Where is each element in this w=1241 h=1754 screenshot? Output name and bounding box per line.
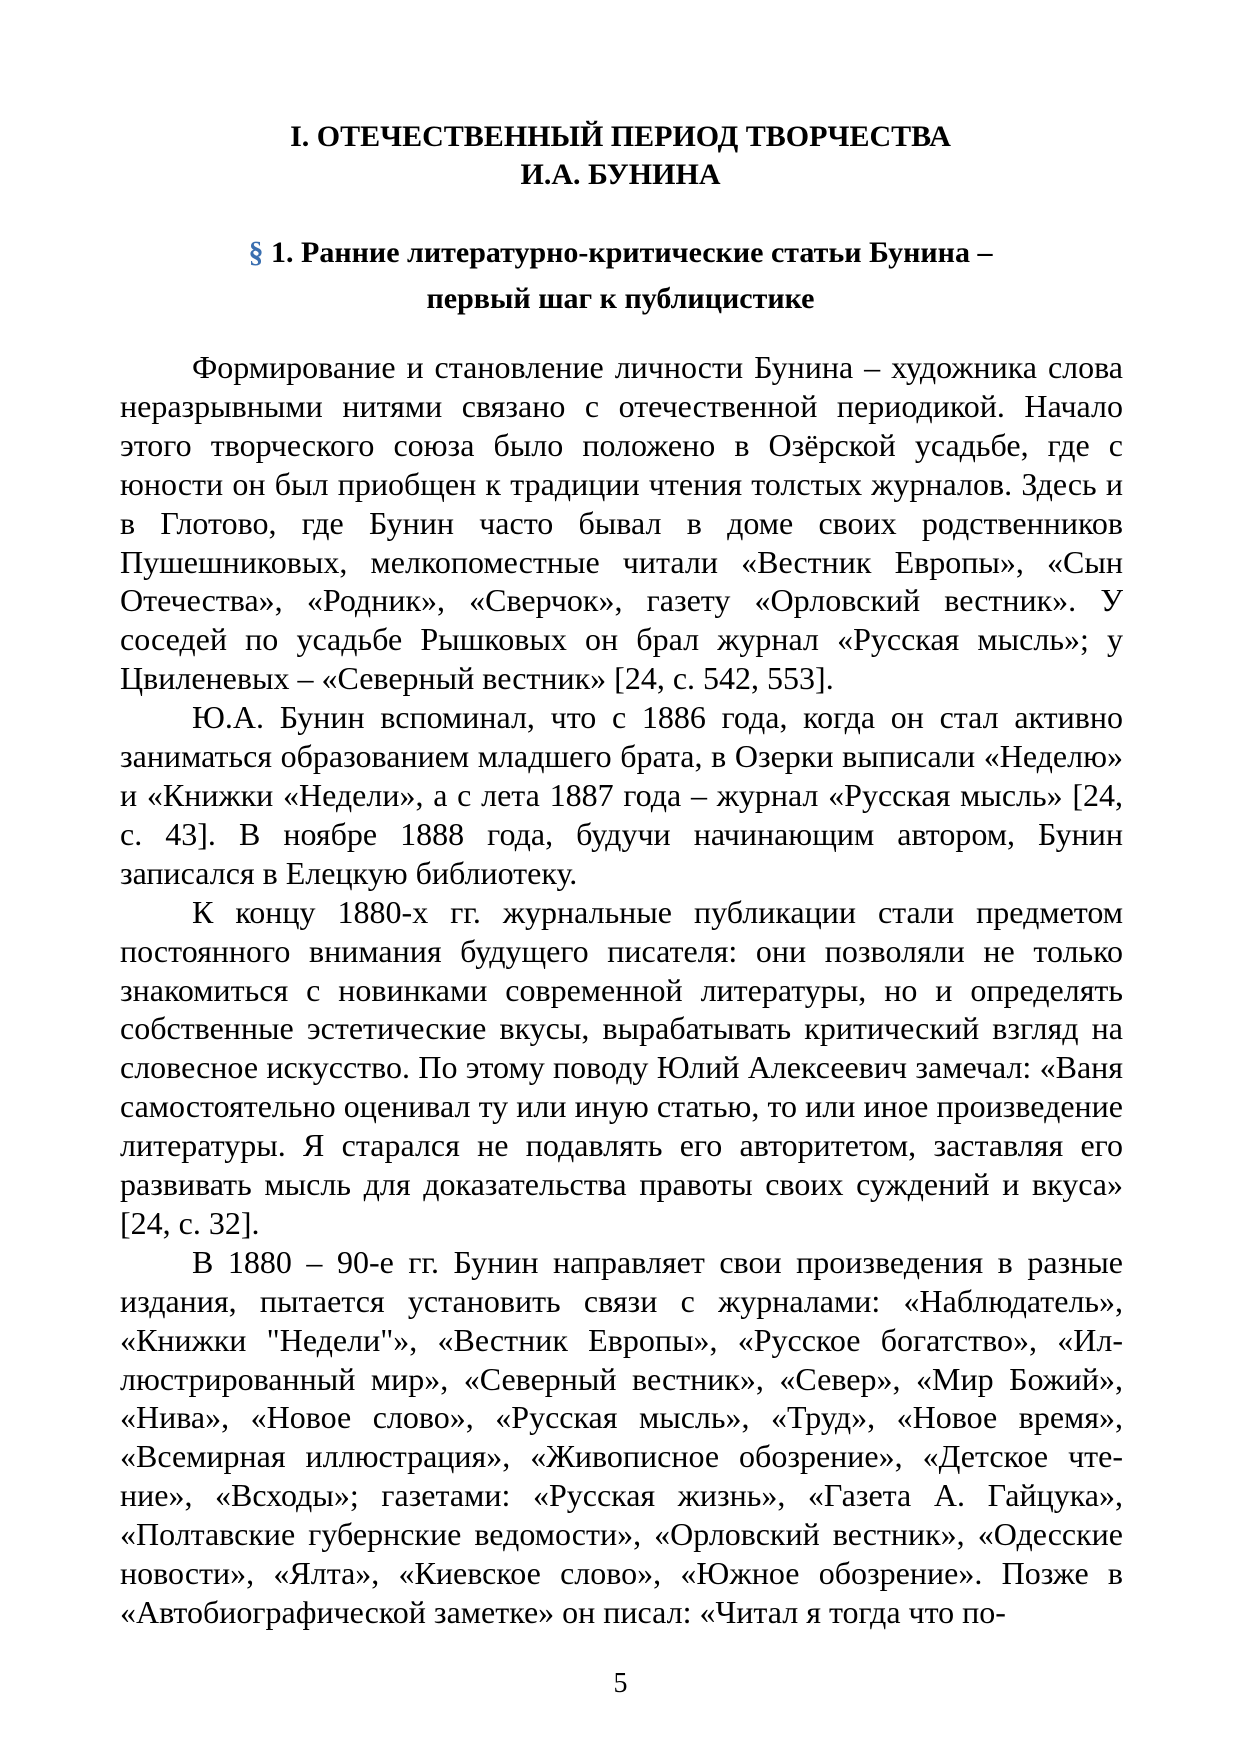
paragraph-4: В 1880 – 90-е гг. Бунин направляет свои произведения в разные издания, пытается установить связи с журналами: «Наблюдатель», «Книжки "Недели"», «Вестник Европы», «Русское богатство», «Иллюстрированный мир», «Северный вестник», «Север», «Мир Божий», «Нива», «Новое слово», «Русская мысль», «Труд», «Новое время», «Всемирная иллюстрация», «Живописное обозрение», «Детское чтение», «Всходы»; газетами: «Русская жизнь», «Газета А. Гайцука», «Полтавские губернские ведомости», «Орловский вестник», «Одесские новости», «Ялта», «Киевское слово», «Южное обозрение». Позже в «Автобиографической заметке» он писал: «Читал я тогда что по- bbox=[120, 1243, 1123, 1630]
section-title-line-1 bbox=[0, 230, 1241, 276]
paragraph-2: Ю.А. Бунин вспоминал, что с 1886 года, когда он стал активно заниматься образованием младшего брата, в Озерки выписали «Неделю» и «Книжки «Недели», а с лета 1887 года – журнал «Русская мысль» [24, с. 43]. В ноябре 1888 года, будучи начинающим автором, Бунин записался в Елецкую библиотеку. bbox=[120, 699, 1123, 891]
section-title bbox=[0, 230, 1241, 322]
section-title-text-1: 1. Ранние литературно-критические статьи Бунина – bbox=[263, 236, 993, 269]
paragraph-3: К концу 1880-х гг. журнальные публикации стали предметом постоянного внимания будущего писателя: они позволяли не только знакомиться с новинками современной литературы, но и определять собственные эстетические вкусы, вырабатывать критический взгляд на словесное искусство. По этому поводу Юлий Алексеевич замечал: «Ваня самостоятельно оценивал ту или иную статью, то или иное произведение литературы. Я старался не подавлять его авторитетом, заставляя его развивать мысль для доказательства правоты своих суждений и вкуса» [24, с. 32]. bbox=[120, 893, 1123, 1241]
page-number: 5 bbox=[613, 1668, 628, 1699]
chapter-title-line-2: И.А. БУНИНА bbox=[520, 158, 721, 191]
body-text bbox=[120, 348, 1123, 1632]
chapter-title-line-1: I. ОТЕЧЕСТВЕННЫЙ ПЕРИОД ТВОРЧЕСТВА bbox=[290, 120, 951, 153]
chapter-title bbox=[0, 118, 1241, 194]
section-sign: § bbox=[248, 236, 264, 269]
paragraph-1: Формирование и становление личности Бунина – художника слова неразрывными нитями связано с отечественной периодикой. Начало этого творческого союза было положено в Озёрской усадьбе, где с юности он был приобщен к традиции чтения толстых журналов. Здесь и в Глотово, где Бунин часто бывал в доме своих родственников Пушешниковых, мелкопоместные читали «Вестник Европы», «Сын Отечества», «Родник», «Сверчок», газету «Орловский вестник». У соседей по усадьбе Рышковых он брал журнал «Русская мысль»; у Цвиленевых – «Северный вестник» [24, с. 542, 553]. bbox=[120, 349, 1123, 697]
section-title-line-2: первый шаг к публицистике bbox=[426, 282, 815, 315]
